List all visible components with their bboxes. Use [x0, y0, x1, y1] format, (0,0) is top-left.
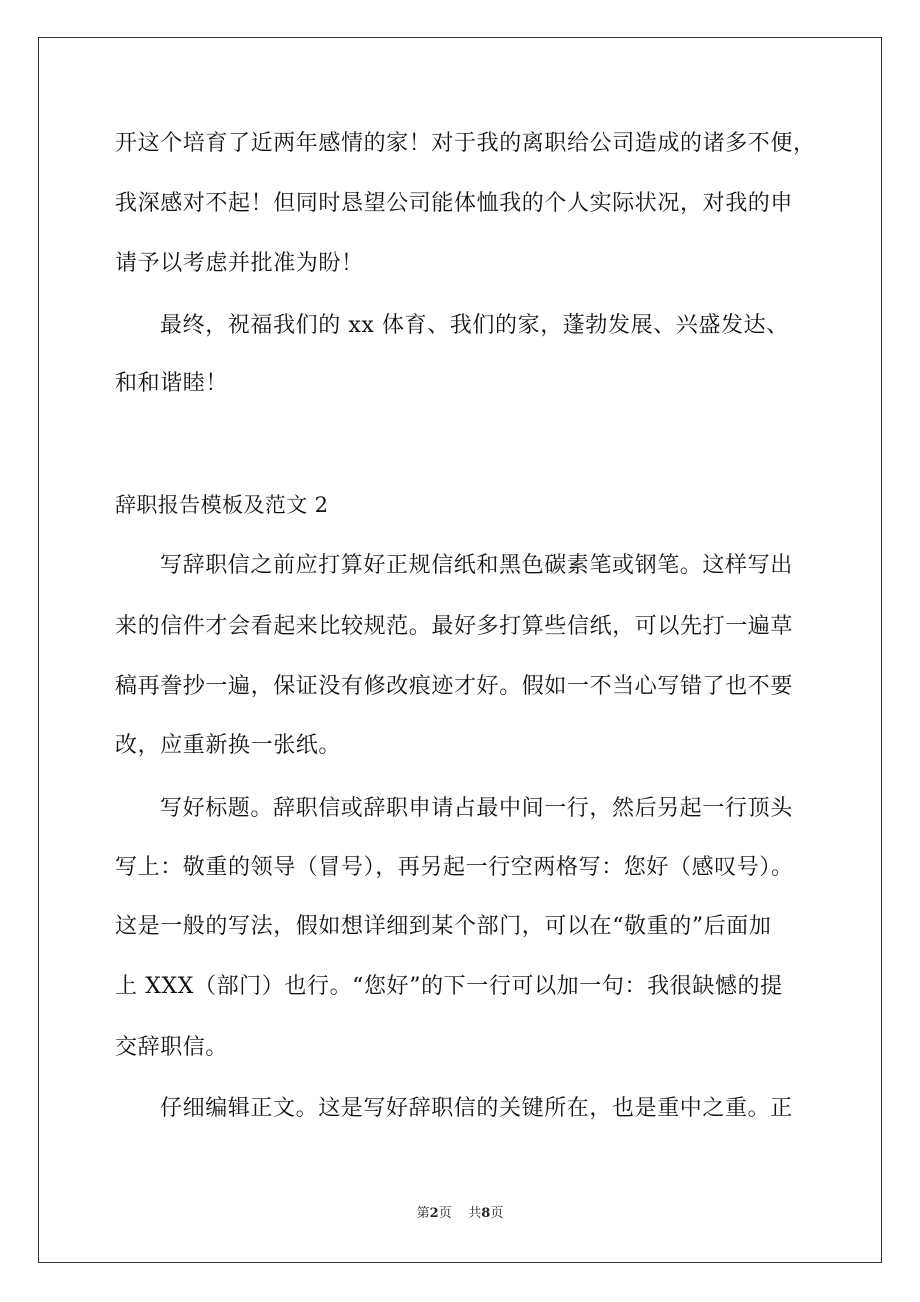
section-title: 辞职报告模板及范文 2	[115, 493, 329, 517]
page-footer	[0, 1205, 920, 1223]
footer-total-prefix: 共	[468, 1206, 482, 1221]
body-line-5: 和和谐睦！	[115, 371, 229, 396]
footer-page-unit: 页	[438, 1206, 452, 1221]
footer-page-prefix: 第	[416, 1206, 430, 1221]
page-border	[38, 37, 882, 1263]
section-line-4: 改，应重新换一张纸。	[115, 733, 342, 758]
section-line-1: 写辞职信之前应打算好正规信纸和黑色碳素笔或钢笔。这样写出	[160, 553, 793, 578]
footer-total-pages: 8	[481, 1206, 491, 1221]
body-line-2: 我深感对不起！但同时恳望公司能体恤我的个人实际状况，对我的申	[115, 191, 794, 216]
section-line-8: 上 XXX（部门）也行。“您好”的下一行可以加一句：我很缺憾的提	[115, 974, 783, 999]
body-line-1: 开这个培育了近两年感情的家！对于我的离职给公司造成的诸多不便，	[115, 131, 816, 156]
footer-page-number: 2	[429, 1206, 439, 1221]
footer-total-unit: 页	[490, 1206, 504, 1221]
section-line-10: 仔细编辑正文。这是写好辞职信的关键所在，也是重中之重。正	[160, 1096, 793, 1121]
section-line-5: 写好标题。辞职信或辞职申请占最中间一行，然后另起一行顶头	[160, 796, 793, 821]
section-line-9: 交辞职信。	[115, 1035, 229, 1060]
section-line-7: 这是一般的写法，假如想详细到某个部门，可以在“敬重的”后面加	[115, 914, 772, 939]
section-line-2: 来的信件才会看起来比较规范。最好多打算些信纸，可以先打一遍草	[115, 614, 794, 639]
section-line-3: 稿再誊抄一遍，保证没有修改痕迹才好。假如一不当心写错了也不要	[115, 674, 794, 699]
section-line-6: 写上：敬重的领导（冒号），再另起一行空两格写：您好（感叹号）。	[115, 855, 794, 880]
body-line-4: 最终，祝福我们的 xx 体育、我们的家，蓬勃发展、兴盛发达、	[160, 313, 789, 338]
body-line-3: 请予以考虑并批准为盼！	[115, 251, 364, 276]
